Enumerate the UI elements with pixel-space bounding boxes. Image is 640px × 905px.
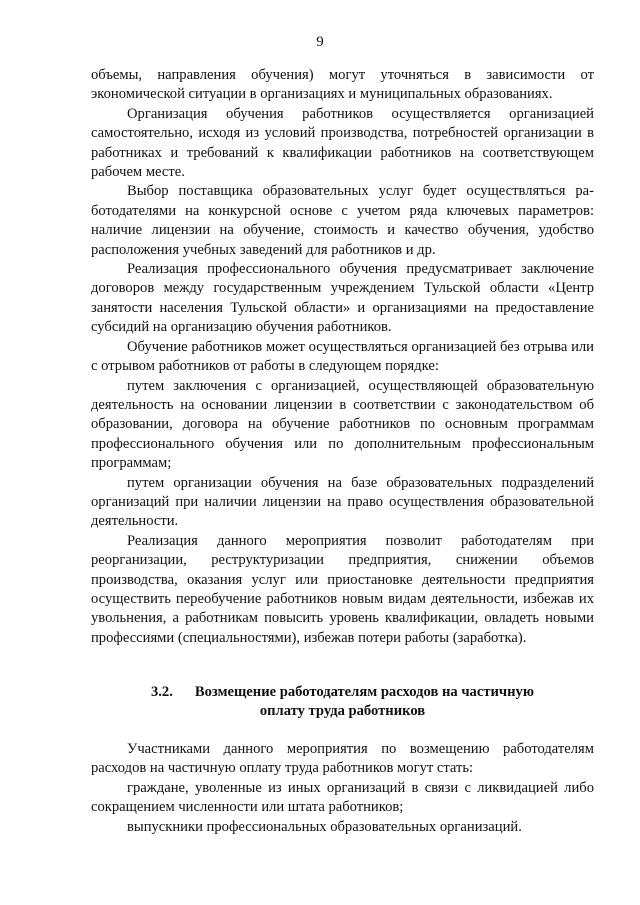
paragraph-continuation: объемы, направления обучения) могут уточняться в зависимости от экономической ситуации в организациях и муниципальных образованиях. — [91, 67, 594, 103]
paragraph-graduates: выпускники профессиональных образовательных организаций. — [127, 818, 522, 835]
page-number: 9 — [316, 34, 324, 50]
paragraph-organization-training: Организация обучения работников осуществляется организацией самостоятельно, исходя из условий производства, потребностей организации в работниках и требований к квалификации работников на соответствующем рабочем месте. — [91, 105, 594, 181]
paragraph-contract-option: путем заключения с организацией, осуществляющей образовательную деятельность на основании лицензии в соответствии с законодательством об образовании, договора на обучение работников по основным программам профессионального обучения или по дополнительным профессиональным программам; — [91, 377, 594, 472]
body-text — [91, 66, 594, 648]
section-title-line1: Возмещение работодателям расходов на частичную — [194, 684, 535, 700]
paragraph-dismissed-citizens: граждане, уволенные из иных организаций в связи с ликвидацией либо сокращением численности или штата работников; — [91, 779, 594, 816]
paragraph-training-modes: Обучение работников может осуществляться организацией без отрыва или с отрывом работников от работы в следующем порядке: — [91, 338, 594, 375]
paragraph-implementation-contracts: Реализация профессионального обучения предусматривает заключение договоров между государственным учреждением Тульской области «Центр занятости населения Тульской области» и организациями на предоставление субсидий на организацию обучения работников. — [91, 261, 594, 336]
section-heading — [91, 683, 594, 722]
paragraph-provider-selection: Выбор поставщика образовательных услуг будет осуществляться работодателями на конкурсной основе с учетом ряда ключевых параметров: наличие лицензии на обучение, стоимость и качество обучения, удобство расположения учебных заведений для работников и др. — [91, 183, 594, 258]
section-number: 3.2. — [150, 684, 173, 700]
paragraph-benefits: Реализация данного мероприятия позволит работодателям при реорганизации, реструктуризации предприятия, снижении объемов производства, оказания услуг или приостановке деятельности предприятия осуществить переобучение работников новым видам деятельности, избежав их увольнения, а работникам повысить уровень квалификации, овладеть новыми профессиями (специальностями), избежав потери работы (заработка). — [91, 532, 594, 646]
section-body-text — [91, 740, 594, 837]
paragraph-internal-option: путем организации обучения на базе образовательных подразделений организаций при наличии лицензии на право осуществления образовательной деятельности. — [91, 474, 594, 530]
section-title-line2: оплату труда работников — [259, 703, 426, 720]
paragraph-participants: Участниками данного мероприятия по возмещению работодателям расходов на частичную оплату труда работников могут стать: — [91, 741, 594, 777]
